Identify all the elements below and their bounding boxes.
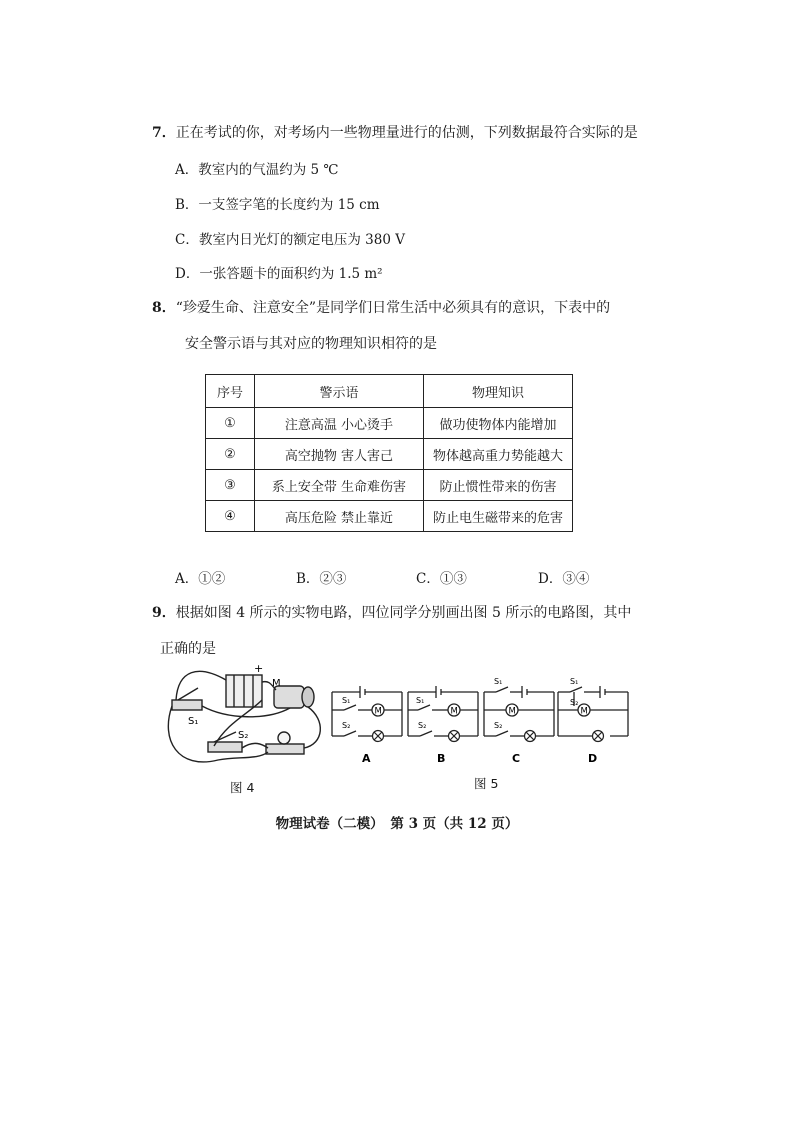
diagram-b-s2-label: S₂ (418, 721, 427, 730)
q8-number: 8． (152, 300, 176, 316)
diagram-b-s1-label: S₁ (416, 696, 425, 705)
q8-option-d: D．③④ (538, 571, 590, 587)
diagram-b-letter: B (437, 752, 446, 765)
diagram-a-s2-label: S₂ (342, 721, 351, 730)
diagram-c-s2-label: S₂ (494, 721, 503, 730)
table-cell: ③ (206, 470, 255, 501)
q9-stem-line2: 正确的是 (160, 641, 216, 657)
table-cell: 做功使物体内能增加 (424, 408, 573, 439)
table-row (206, 470, 573, 501)
table-row (206, 439, 573, 470)
diagram-d-motor-label: M (580, 706, 588, 717)
table-header: 物理知识 (424, 375, 573, 408)
table-header: 序号 (206, 375, 255, 408)
q7-option-c: C．教室内日光灯的额定电压为 380 V (175, 232, 405, 248)
diagram-d-s2-label: S₂ (570, 698, 579, 707)
safety-table (205, 374, 573, 532)
table-cell: 高空抛物 害人害己 (255, 439, 424, 470)
figure5-caption: 图 5 (474, 776, 499, 791)
q8-option-c: C．①③ (416, 571, 467, 587)
table-cell: 防止电生磁带来的危害 (424, 501, 573, 532)
table-header-row (206, 375, 573, 408)
fig4-motor-label: M (272, 678, 281, 689)
q7-number: 7． (152, 125, 176, 141)
q7-stem-text: 正在考试的你，对考场内一些物理量进行的估测，下列数据最符合实际的是 (175, 125, 638, 141)
q7-stem (152, 122, 638, 142)
table-cell: 高压危险 禁止靠近 (255, 501, 424, 532)
fig4-s2-label: S₂ (238, 730, 249, 741)
q7-option-d: D．一张答题卡的面积约为 1.5 m² (175, 266, 383, 282)
table-cell: ④ (206, 501, 255, 532)
q7-option-b: B．一支签字笔的长度约为 15 cm (175, 197, 380, 213)
q8-option-a: A．①② (175, 571, 226, 587)
page-footer: 物理试卷（二模） 第 3 页（共 12 页） (275, 816, 519, 832)
diagram-d-letter: D (588, 752, 598, 765)
table-row (206, 501, 573, 532)
figure4-caption: 图 4 (230, 780, 255, 795)
table-cell: ① (206, 408, 255, 439)
diagram-c-letter: C (512, 752, 521, 765)
q9-number: 9． (152, 605, 176, 621)
q7-option-a: A．教室内的气温约为 5 ℃ (175, 162, 339, 178)
diagram-b-motor-label: M (450, 706, 458, 717)
diagram-d (558, 686, 628, 736)
fig4-plus-label: + (254, 662, 264, 675)
diagram-d-s1-label: S₁ (570, 677, 579, 686)
table-cell: 物体越高重力势能越大 (424, 439, 573, 470)
q8-option-b: B．②③ (296, 571, 347, 587)
q8-stem-line2: 安全警示语与其对应的物理知识相符的是 (185, 336, 437, 352)
diagram-a-letter: A (362, 752, 371, 765)
diagram-a-s1-label: S₁ (342, 696, 351, 705)
diagram-c-s1-label: S₁ (494, 677, 503, 686)
table-row (206, 408, 573, 439)
figure4-physical-circuit (158, 660, 328, 775)
table-cell: 系上安全带 生命难伤害 (255, 470, 424, 501)
table-header: 警示语 (255, 375, 424, 408)
diagram-c-motor-label: M (508, 706, 516, 717)
figure5-circuit-diagrams (330, 670, 630, 770)
table-cell: 防止惯性带来的伤害 (424, 470, 573, 501)
table-cell: ② (206, 439, 255, 470)
q9-stem-line1: 9．根据如图 4 所示的实物电路，四位同学分别画出图 5 所示的电路图，其中 (152, 605, 632, 621)
diagram-a-motor-label: M (374, 706, 382, 717)
q8-stem-line1: 8．“珍爱生命、注意安全”是同学们日常生活中必须具有的意识，下表中的 (152, 300, 611, 316)
fig4-s1-label: S₁ (188, 716, 199, 727)
table-cell: 注意高温 小心烫手 (255, 408, 424, 439)
